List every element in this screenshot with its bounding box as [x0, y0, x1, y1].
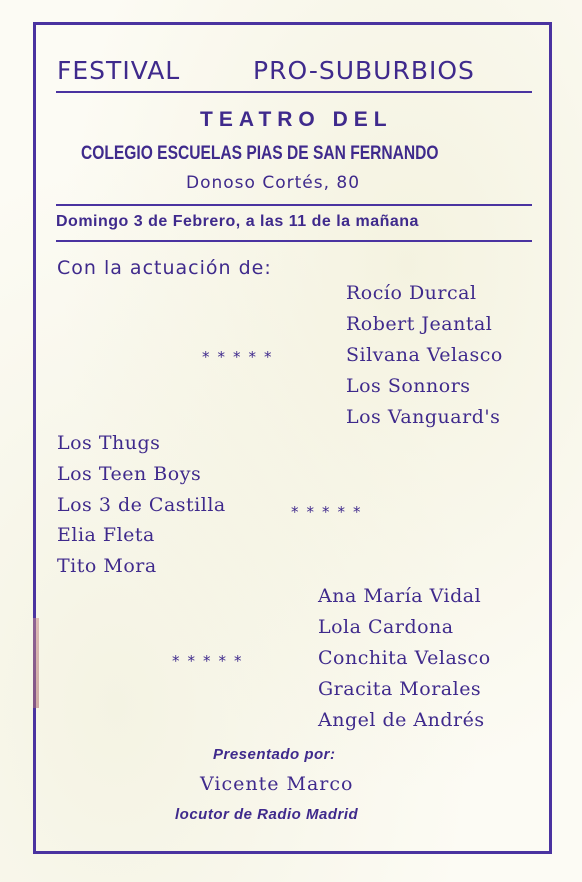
artist-item: Los Sonnors — [346, 375, 471, 397]
artist-item: Robert Jeantal — [346, 313, 493, 335]
rule-top — [56, 91, 532, 93]
artist-item: Los Teen Boys — [57, 463, 202, 485]
artist-item: Tito Mora — [57, 555, 157, 577]
date-line: Domingo 3 de Febrero, a las 11 de la mañana — [56, 213, 419, 230]
stars-ornament: ***** — [291, 503, 369, 521]
artist-item: Los Vanguard's — [346, 406, 501, 428]
venue-address: Donoso Cortés, 80 — [186, 173, 361, 193]
artist-item: Silvana Velasco — [346, 344, 503, 366]
stars-ornament: ***** — [172, 652, 250, 670]
festival-title-right: PRO-SUBURBIOS — [253, 56, 475, 85]
presenter-name: Vicente Marco — [200, 773, 354, 795]
stars-ornament: ***** — [202, 348, 280, 366]
artist-item: Ana María Vidal — [318, 585, 482, 607]
paper-stain — [33, 618, 39, 708]
theatre-heading: TEATRO DEL — [200, 108, 393, 131]
intro-text: Con la actuación de: — [57, 257, 272, 279]
rule-middle — [56, 204, 532, 206]
artist-item: Conchita Velasco — [318, 647, 491, 669]
presented-by-label: Presentado por: — [213, 746, 336, 763]
artist-item: Los 3 de Castilla — [57, 494, 226, 516]
artist-item: Angel de Andrés — [318, 709, 485, 731]
venue-heading: COLEGIO ESCUELAS PIAS DE SAN FERNANDO — [81, 143, 439, 164]
festival-title-left: FESTIVAL — [57, 56, 181, 85]
artist-item: Lola Cardona — [318, 616, 454, 638]
presenter-role: locutor de Radio Madrid — [175, 806, 359, 823]
artist-item: Los Thugs — [57, 432, 161, 454]
artist-item: Gracita Morales — [318, 678, 482, 700]
rule-bottom — [56, 240, 532, 242]
artist-item: Rocío Durcal — [346, 282, 477, 304]
artist-item: Elia Fleta — [57, 524, 155, 546]
